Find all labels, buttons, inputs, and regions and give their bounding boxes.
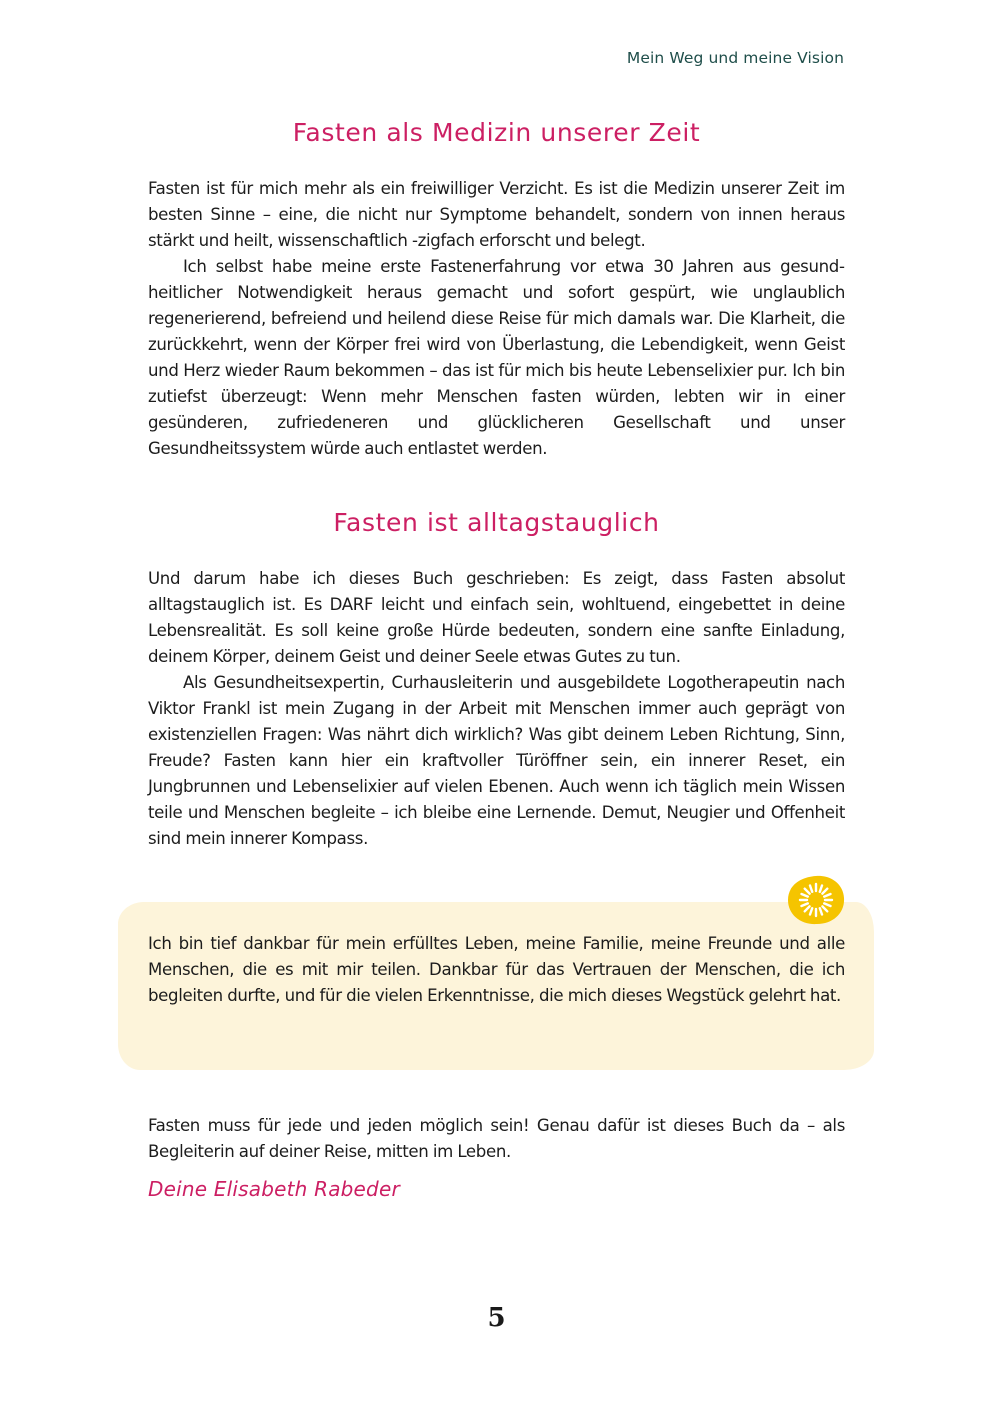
running-header: Mein Weg und meine Vision	[626, 49, 844, 67]
paragraph: Und darum habe ich dieses Buch geschrieben: Es zeigt, dass Fasten absolut alltagstauglich ist. Es DARF leicht und einfach sein, wohltuend, eingebettet in deine Lebensrealität. Es soll keine große Hürde bedeuten, sondern eine sanfte Einladung, deinem Körper, deinem Geist und deiner Seele etwas Gutes zu tun.	[148, 569, 845, 666]
sun-icon	[786, 874, 846, 926]
section-body-alltag	[148, 566, 845, 852]
paragraph: Ich bin tief dankbar für mein erfülltes Leben, meine Familie, meine Freunde und alle Menschen, die es mit mir teilen. Dankbar für das Vertrauen der Menschen, die ich begleiten durfte, und für die vielen Erkenntnisse, die mich dieses Wegstück gelehrt hat.	[148, 934, 845, 1005]
paragraph: Als Gesundheitsexpertin, Curhausleiterin und ausgebildete Logotherapeutin nach Viktor Frankl ist mein Zugang in der Arbeit mit Menschen immer auch geprägt von existenziellen Fragen: Was nährt dich wirklich? Was gibt deinem Leben Richtung, Sinn, Freude? Fasten kann hier ein kraftvoller Türöffner sein, ein innerer Reset, ein Jungbrunnen und Lebenselixier auf vielen Ebenen. Auch wenn ich täglich mein Wissen teile und Menschen begleite – ich bleibe eine Lernende. Demut, Neugier und Offenheit sind mein innerer Kompass.	[148, 673, 845, 848]
paragraph: Ich selbst habe meine erste Fastenerfahrung vor etwa 30 Jahren aus gesundheitlicher Notwendigkeit heraus gemacht und sofort gespürt, wie unglaublich regenerierend, befreiend und heilend diese Reise für mich damals war. Die Klarheit, die zurückkehrt, wenn der Körper frei wird von Überlastung, die Lebendigkeit, wenn Geist und Herz wieder Raum bekommen – das ist für mich bis heute Lebenselixier pur. Ich bin zutiefst überzeugt: Wenn mehr Menschen fasten würden, lebten wir in einer gesünderen, zufriedeneren und glücklicheren Gesellschaft und unser Gesundheitssystem würde auch entlastet werden.	[148, 257, 845, 458]
page-number: 5	[487, 1303, 506, 1333]
section-title-alltag: Fasten ist alltagstauglich	[333, 508, 660, 537]
paragraph: Fasten ist für mich mehr als ein freiwilliger Verzicht. Es ist die Medizin unserer Zeit im besten Sinne – eine, die nicht nur Symptome behandelt, sondern von innen heraus stärkt und heilt, wissenschaftlich -zigfach erforscht und belegt.	[148, 179, 845, 250]
paragraph: Fasten muss für jede und jeden möglich sein! Genau dafür ist dieses Buch da – als Begleiterin auf deiner Reise, mitten im Leben.	[148, 1116, 845, 1161]
gratitude-callout-text	[148, 931, 845, 1009]
section-title-medizin: Fasten als Medizin unserer Zeit	[292, 118, 701, 147]
section-body-medizin	[148, 176, 845, 462]
closing-text	[148, 1113, 845, 1165]
signature: Deine Elisabeth Rabeder	[148, 1177, 400, 1201]
